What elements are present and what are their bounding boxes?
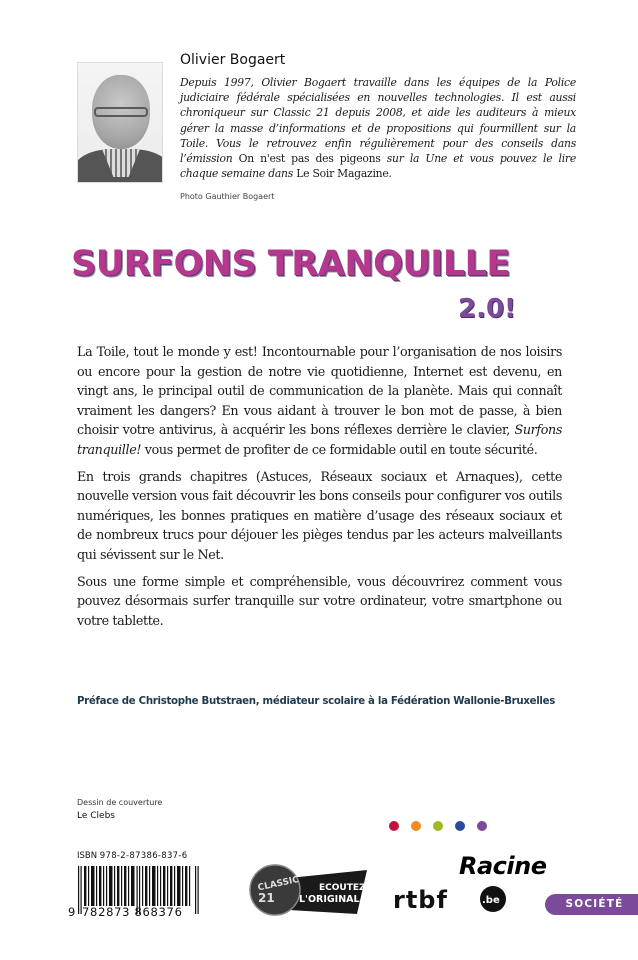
author-bio <box>180 75 576 181</box>
bio-magazine-name: Le Soir Magazine <box>296 167 389 181</box>
cover-artist: Le Clebs <box>77 811 115 821</box>
preface-credit: Préface de Christophe Butstraen, médiateur scolaire à la Fédération Wallonie-Bruxelles <box>77 696 555 707</box>
book-title: SURFONS TRANQUILLE <box>71 244 510 284</box>
blurb-text: vous permet de profiter de ce formidable outil en toute sécurité. <box>141 441 538 457</box>
back-cover-blurb <box>77 342 562 637</box>
cover-art-label: Dessin de couverture <box>77 798 163 807</box>
blurb-paragraph-2: En trois grands chapitres (Astuces, Réseaux sociaux et Arnaques), cette nouvelle version vous fait découvrir les bons conseils pour configurer vos outils numériques, les bonnes pratiques en matière d’usage des réseaux sociaux et de nombreux trucs pour déjouer les pièges tendus par les acteurs malveillants qui sévissent sur le Net. <box>77 468 562 562</box>
svg-text:CLASSIC: CLASSIC <box>256 874 300 894</box>
barcode-digits <box>68 905 183 919</box>
svg-text:21: 21 <box>258 891 275 905</box>
dot-orange <box>411 821 421 831</box>
blurb-text: La Toile, tout le monde y est! Incontournable pour l’organisation de nos loisirs ou encore pour la gestion de notre vie quotidienne, Internet est devenu, en vingt ans, le principal outil de communication de la planète. Mais qui connaît vraiment les dangers? En vous aidant à trouver le bon mot de passe, à bien choisir votre antivirus, à acquérir les bons réflexes derrière le clavier, <box>77 344 562 438</box>
bio-text: . <box>388 167 392 181</box>
svg-text:ECOUTEZ: ECOUTEZ <box>319 883 366 893</box>
category-badge: SOCIÉTÉ <box>545 894 638 915</box>
svg-text:.be: .be <box>482 895 500 906</box>
isbn-label: ISBN <box>77 851 98 861</box>
dot-purple <box>477 821 487 831</box>
rtbf-logo <box>393 886 513 914</box>
dot-red <box>389 821 399 831</box>
bio-text: sur la Une et vous pouvez le lire chaque semaine dans <box>180 152 576 181</box>
dot-green <box>433 821 443 831</box>
svg-text:rtbf: rtbf <box>393 886 448 914</box>
author-name: Olivier Bogaert <box>180 52 286 68</box>
bio-text: Depuis 1997, Olivier Bogaert travaille dans les équipes de la Police judiciaire fédérale spécialisées en nouvelles technologies. Il est aussi chroniqueur sur Classic 21 depuis 2008, et aide les auditeurs à mieux gérer la masse d’informations et de propositions qui fourmillent sur la Toile. Vous le retrouvez enfin régulièrement pour des conseils dans l’émission <box>180 76 576 166</box>
barcode-first-digit: 9 <box>68 905 77 919</box>
blurb-paragraph-3: Sous une forme simple et compréhensible, vous découvrirez comment vous pouvez désormais surfer tranquille sur votre ordinateur, votre smartphone ou votre tablette. <box>77 573 562 628</box>
barcode-number: 782873 868376 <box>82 905 183 919</box>
bio-show-name: On n'est pas des pigeons <box>238 152 381 166</box>
color-dots <box>389 821 487 831</box>
publisher-racine-logo: Racine <box>459 852 547 880</box>
author-photo <box>77 62 163 183</box>
classic21-logo <box>249 862 367 918</box>
photo-glasses <box>94 107 148 117</box>
isbn <box>77 851 187 861</box>
book-version: 2.0! <box>458 294 516 324</box>
blurb-paragraph-1 <box>77 342 562 460</box>
blurb-title-ref: Surfons tranquille! <box>77 422 562 457</box>
photo-credit: Photo Gauthier Bogaert <box>180 192 275 201</box>
svg-text:L'ORIGINAL: L'ORIGINAL <box>299 894 360 905</box>
dot-blue <box>455 821 465 831</box>
isbn-number: 978-2-87386-837-6 <box>99 851 188 861</box>
